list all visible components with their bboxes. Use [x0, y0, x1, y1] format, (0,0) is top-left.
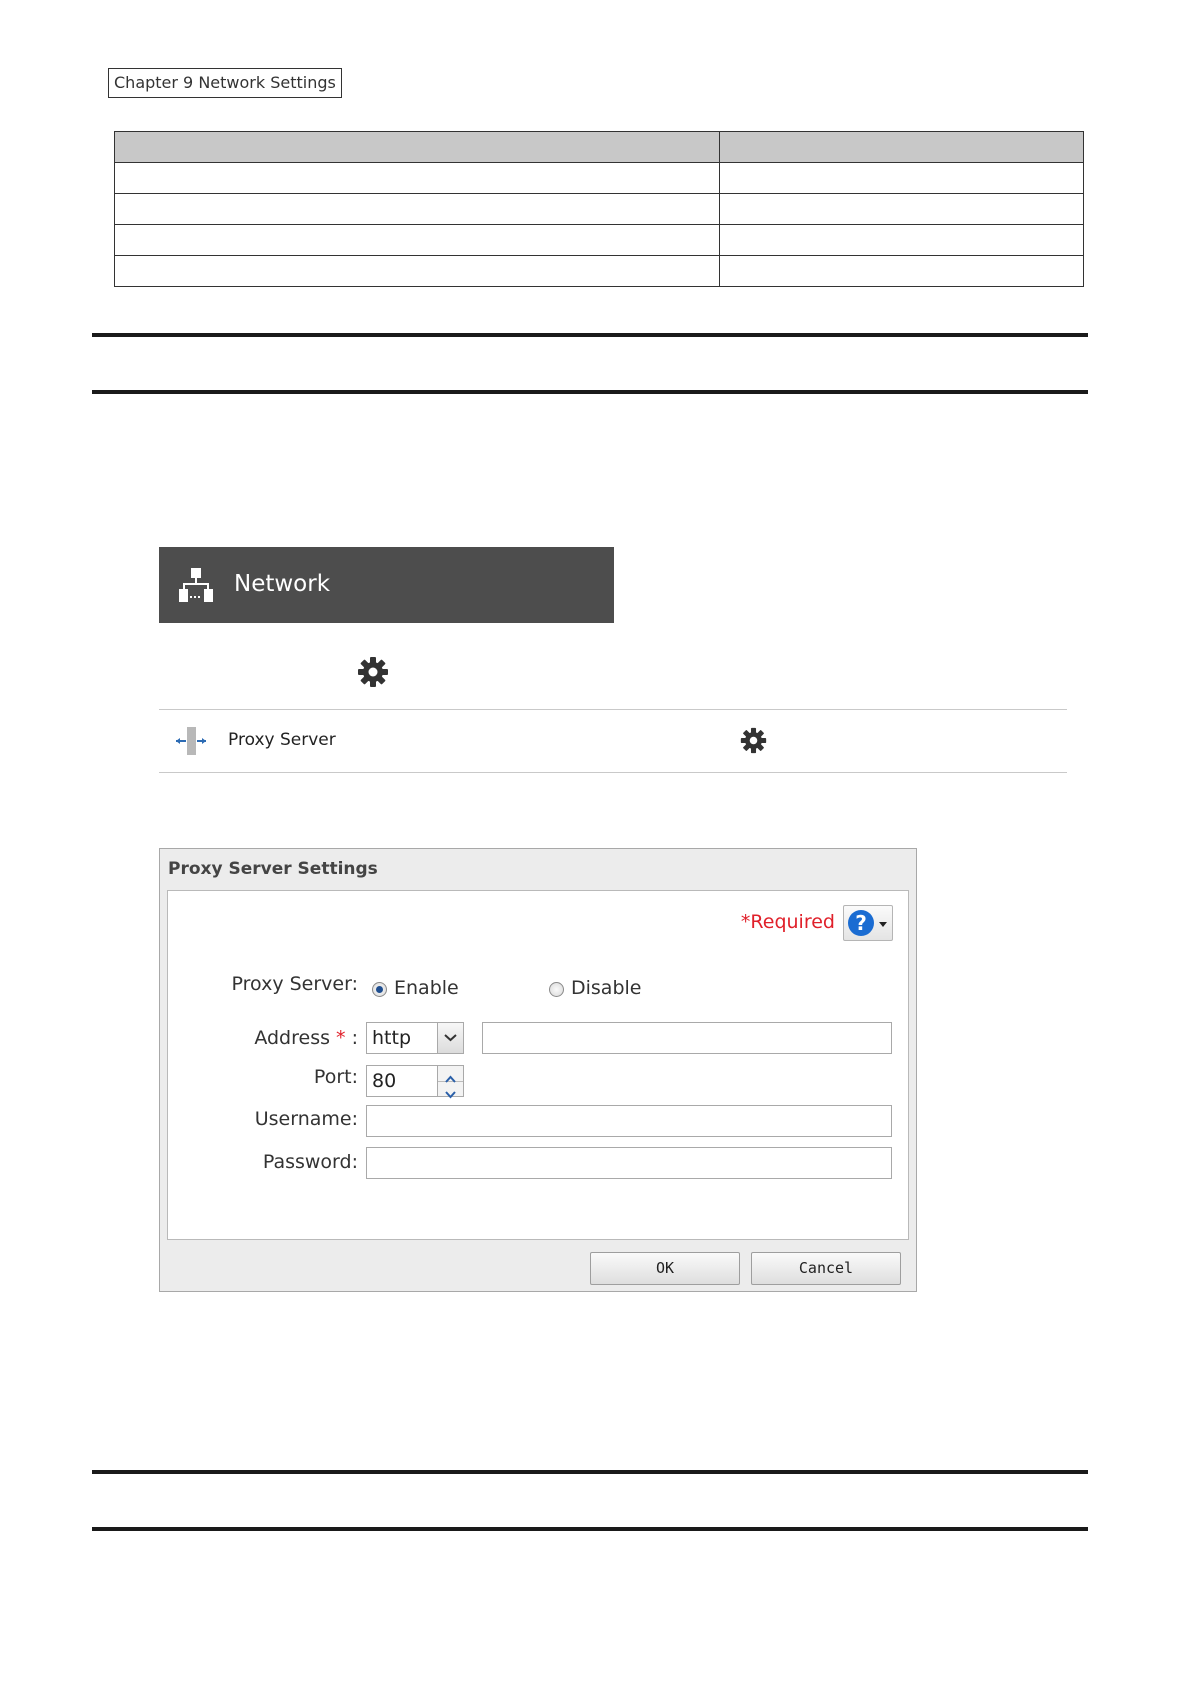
port-spinner[interactable] — [437, 1066, 463, 1096]
section-rule — [92, 390, 1088, 394]
table-cell — [720, 225, 1084, 256]
disable-radio-label[interactable]: Disable — [571, 977, 642, 999]
username-input[interactable] — [366, 1105, 892, 1137]
network-panel[interactable] — [159, 547, 614, 623]
enable-radio[interactable] — [372, 982, 387, 997]
info-table — [114, 131, 1084, 287]
port-field-label: Port: — [313, 1066, 358, 1088]
proxy-server-field-label: Proxy Server: — [231, 973, 358, 995]
address-scheme-value: http — [372, 1027, 412, 1049]
disable-radio[interactable] — [549, 982, 564, 997]
port-stepper[interactable] — [366, 1065, 464, 1097]
table-cell — [720, 194, 1084, 225]
proxy-server-icon — [175, 725, 207, 757]
table-row — [115, 256, 1084, 287]
chevron-down-icon[interactable] — [437, 1023, 463, 1053]
ok-button[interactable]: OK — [590, 1252, 740, 1285]
chevron-down-icon[interactable] — [438, 1081, 463, 1096]
help-button[interactable] — [843, 905, 893, 941]
chevron-up-icon[interactable] — [438, 1066, 463, 1082]
username-field-label: Username: — [254, 1108, 358, 1130]
network-icon — [178, 567, 214, 603]
table-header-cell — [720, 132, 1084, 163]
table-cell — [115, 194, 720, 225]
gear-icon — [357, 656, 389, 688]
password-field-label: Password: — [262, 1151, 358, 1173]
address-field-label: Address * : — [254, 1027, 358, 1049]
table-row — [115, 194, 1084, 225]
section-rule — [92, 1470, 1088, 1474]
proxy-server-label: Proxy Server — [228, 730, 336, 750]
dialog-body — [167, 890, 909, 1240]
cancel-button[interactable]: Cancel — [751, 1252, 901, 1285]
table-header-cell — [115, 132, 720, 163]
table-cell — [115, 163, 720, 194]
table-cell — [720, 163, 1084, 194]
proxy-settings-dialog — [159, 848, 917, 1292]
table-row — [115, 163, 1084, 194]
table-header-row — [115, 132, 1084, 163]
address-scheme-select[interactable] — [366, 1022, 464, 1054]
chapter-label: Chapter 9 Network Settings — [108, 68, 342, 98]
required-note: *Required — [740, 911, 835, 933]
table-row — [115, 225, 1084, 256]
enable-radio-label[interactable]: Enable — [394, 977, 459, 999]
password-input[interactable] — [366, 1147, 892, 1179]
chevron-down-icon — [879, 922, 887, 927]
proxy-server-row[interactable] — [159, 709, 1067, 773]
table-cell — [720, 256, 1084, 287]
section-rule — [92, 333, 1088, 337]
dialog-title: Proxy Server Settings — [168, 859, 378, 879]
section-rule — [92, 1527, 1088, 1531]
help-icon: ? — [848, 910, 874, 936]
address-host-input[interactable] — [482, 1022, 892, 1054]
table-cell — [115, 225, 720, 256]
gear-icon[interactable] — [740, 727, 767, 754]
port-value: 80 — [372, 1070, 397, 1092]
network-panel-title: Network — [234, 571, 331, 597]
table-cell — [115, 256, 720, 287]
